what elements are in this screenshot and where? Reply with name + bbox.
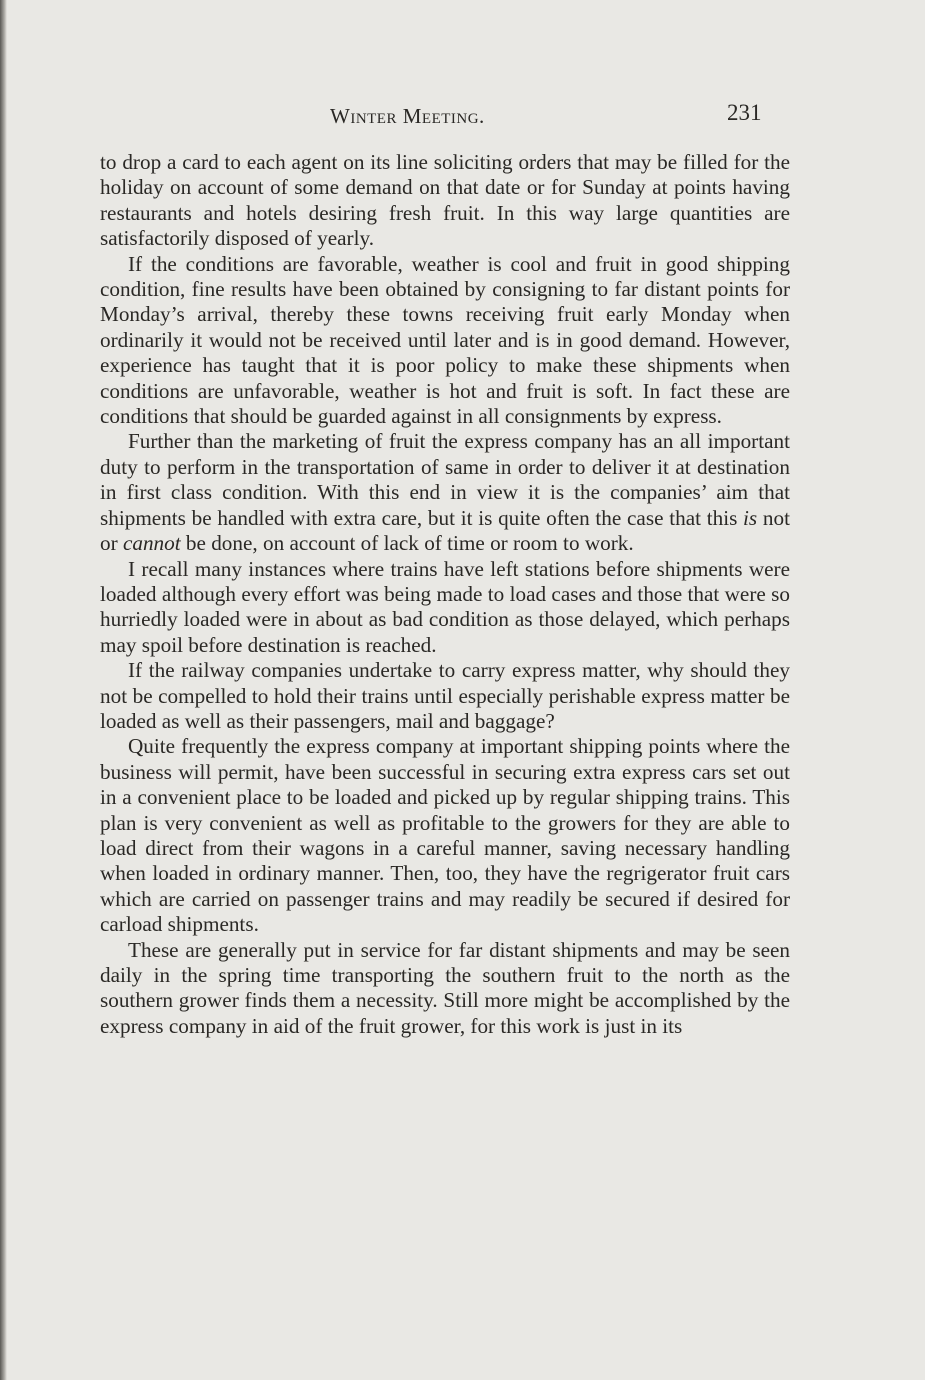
paragraph-5: If the railway companies undertake to carry express matter, why should they not be compelled to hold their trains until especially perishable express matter be loaded as well as their passengers, mail and baggage? bbox=[100, 658, 790, 733]
paragraph-2: If the conditions are favorable, weather is cool and fruit in good shipping condition, fine results have been obtained by consigning to far distant points for Monday’s arrival, thereby these towns receiving fruit early Monday when ordinarily it would not be received until later and is in good demand. However, experience has taught that it is poor policy to make these shipments when conditions are unfavorable, weather is hot and fruit is soft. In fact these are conditions that should be guarded against in all consignments by express. bbox=[100, 251, 790, 429]
body-text bbox=[100, 150, 790, 1039]
paragraph-4: I recall many instances where trains have left stations before shipments were loaded although every effort was being made to load cases and those that were so hurriedly loaded were in about as bad condition as those delayed, which perhaps may spoil before destination is reached. bbox=[100, 556, 790, 657]
running-head: Winter Meeting. bbox=[330, 104, 485, 128]
paragraph-3-emphasis-is: is bbox=[743, 505, 758, 530]
paragraph-3 bbox=[100, 429, 790, 556]
page-number: 231 bbox=[727, 100, 762, 125]
paragraph-3-text-after: be done, on account of lack of time or room to work. bbox=[180, 531, 634, 556]
paragraph-6: Quite frequently the express company at important shipping points where the business will permit, have been successful in securing extra express cars set out in a convenient place to be loaded and picked up by regular shipping trains. This plan is very convenient as well as profitable to the growers for they are able to load direct from their wagons in a careful manner, saving necessary handling when loaded in ordinary manner. Then, too, they have the regrigerator fruit cars which are carried on passenger trains and may readily be secured if desired for carload shipments. bbox=[100, 734, 790, 937]
paragraph-3-text-middle: not or bbox=[100, 505, 790, 556]
paragraph-3-emphasis-cannot: cannot bbox=[122, 531, 181, 556]
paragraph-3-text-before: Further than the marketing of fruit the express company has an all important duty to perform in the transportation of same in order to deliver it at destination in first class condition. With this end in view it is the companies’ aim that shipments be handled with extra care, but it is quite often the case that this bbox=[100, 429, 790, 530]
paragraph-1: to drop a card to each agent on its line soliciting orders that may be filled for the holiday on account of some demand on that date or for Sunday at points having restaurants and hotels desiring fresh fruit. In this way large quantities are satisfactorily disposed of yearly. bbox=[100, 150, 790, 251]
paragraph-7: These are generally put in service for far distant shipments and may be seen daily in the spring time transporting the southern fruit to the north as the southern grower finds them a necessity. Still more might be accomplished by the express company in aid of the fruit grower, for this work is just in its bbox=[100, 937, 790, 1038]
